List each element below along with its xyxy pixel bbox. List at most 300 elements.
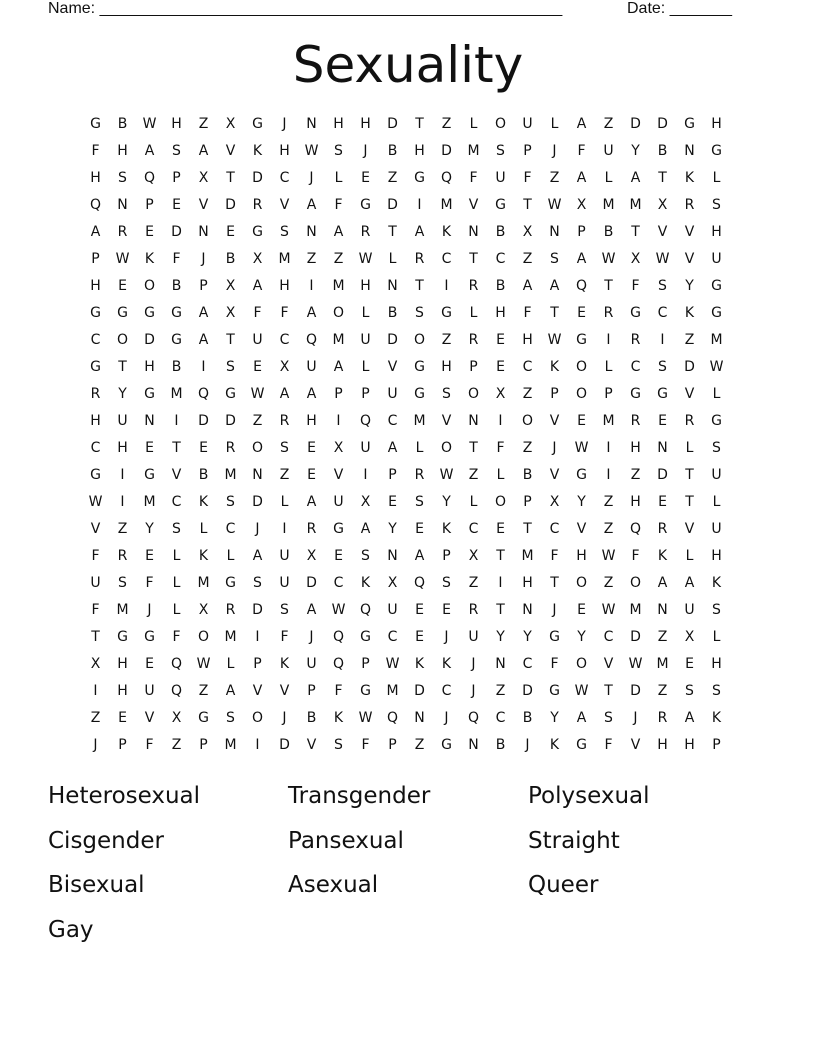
grid-letter: Y [577, 629, 586, 645]
grid-letter: O [143, 278, 156, 294]
grid-letter: P [253, 656, 262, 672]
grid-letter: S [361, 548, 370, 564]
grid-letter: X [252, 251, 263, 267]
grid-letter: V [684, 386, 695, 402]
grid-letter: U [711, 467, 722, 483]
grid-letter: U [522, 116, 533, 132]
grid-letter: E [307, 467, 316, 483]
grid-letter: V [603, 656, 614, 672]
grid-letter: C [441, 251, 452, 267]
grid-letter: D [387, 116, 398, 132]
grid-letter: X [198, 170, 209, 186]
grid-letter: Q [197, 386, 210, 402]
grid-letter: L [712, 170, 721, 186]
grid-letter: F [280, 629, 289, 645]
grid-letter: R [117, 548, 128, 564]
grid-letter: V [468, 197, 479, 213]
grid-letter: G [144, 629, 155, 645]
grid-letter: O [494, 494, 507, 510]
grid-letter: H [90, 170, 101, 186]
grid-letter: G [630, 305, 641, 321]
grid-letter: Z [198, 116, 209, 132]
grid-letter: C [225, 521, 236, 537]
grid-letter: E [577, 602, 586, 618]
grid-letter: C [603, 629, 614, 645]
grid-letter: V [171, 467, 182, 483]
grid-letter: W [574, 440, 589, 456]
grid-letter: V [630, 737, 641, 753]
grid-letter: C [90, 332, 101, 348]
grid-letter: G [441, 305, 452, 321]
grid-letter: X [576, 197, 587, 213]
grid-letter: A [252, 548, 263, 564]
grid-letter: K [441, 521, 452, 537]
grid-letter: Z [522, 440, 533, 456]
grid-letter: A [549, 278, 560, 294]
grid-letter: Z [171, 737, 182, 753]
grid-letter: U [279, 575, 290, 591]
grid-letter: C [495, 251, 506, 267]
grid-letter: D [387, 197, 398, 213]
grid-letter: C [387, 413, 398, 429]
grid-letter: Z [90, 710, 101, 726]
grid-letter: I [498, 413, 503, 429]
grid-letter: H [117, 143, 128, 159]
grid-letter: K [279, 656, 290, 672]
grid-letter: V [549, 413, 560, 429]
grid-letter: X [333, 440, 344, 456]
grid-letter: T [496, 548, 505, 564]
grid-letter: V [657, 224, 668, 240]
grid-letter: P [145, 197, 154, 213]
grid-letter: S [415, 305, 424, 321]
grid-letter: O [251, 440, 264, 456]
grid-letter: L [361, 305, 370, 321]
grid-letter: G [711, 278, 722, 294]
grid-letter: H [495, 305, 506, 321]
grid-letter: F [91, 602, 100, 618]
grid-letter: T [118, 359, 127, 375]
grid-letter: T [226, 170, 235, 186]
grid-letter: M [116, 602, 129, 618]
grid-letter: J [282, 116, 287, 132]
grid-letter: G [198, 710, 209, 726]
grid-letter: U [252, 332, 263, 348]
grid-letter: S [118, 170, 127, 186]
grid-letter: S [280, 440, 289, 456]
grid-letter: D [522, 683, 533, 699]
grid-letter: Z [549, 170, 560, 186]
grid-letter: Z [198, 683, 209, 699]
grid-letter: G [90, 359, 101, 375]
grid-letter: L [496, 467, 505, 483]
grid-letter: Q [143, 170, 156, 186]
grid-letter: W [331, 602, 346, 618]
grid-letter: I [606, 440, 611, 456]
grid-letter: R [360, 224, 371, 240]
grid-letter: G [360, 197, 371, 213]
grid-letter: Y [118, 386, 127, 402]
grid-letter: R [252, 197, 263, 213]
grid-letter: X [495, 386, 506, 402]
grid-letter: Q [467, 710, 480, 726]
grid-letter: F [550, 548, 559, 564]
grid-letter: A [144, 143, 155, 159]
grid-letter: H [306, 413, 317, 429]
grid-letter: K [657, 548, 668, 564]
grid-letter: A [198, 332, 209, 348]
grid-letter: S [712, 683, 721, 699]
grid-letter: H [711, 224, 722, 240]
grid-letter: E [577, 413, 586, 429]
grid-letter: M [629, 197, 642, 213]
grid-letter: L [199, 521, 208, 537]
grid-letter: Y [145, 521, 154, 537]
grid-letter: G [657, 386, 668, 402]
grid-letter: A [333, 224, 344, 240]
grid-letter: R [657, 521, 668, 537]
grid-letter: R [468, 602, 479, 618]
grid-letter: G [414, 170, 425, 186]
grid-letter: F [91, 548, 100, 564]
grid-letter: V [90, 521, 101, 537]
grid-letter: V [441, 413, 452, 429]
grid-letter: J [552, 602, 557, 618]
grid-letter: I [417, 197, 422, 213]
word-list [48, 776, 768, 954]
word-search-grid [82, 111, 730, 759]
grid-letter: D [630, 683, 641, 699]
grid-letter: B [306, 710, 317, 726]
grid-letter: U [711, 251, 722, 267]
grid-letter: V [225, 143, 236, 159]
grid-letter: T [469, 440, 478, 456]
grid-letter: N [117, 197, 128, 213]
grid-letter: P [388, 467, 397, 483]
grid-letter: X [630, 251, 641, 267]
grid-letter: A [684, 710, 695, 726]
grid-letter: J [282, 710, 287, 726]
grid-letter: C [468, 521, 479, 537]
grid-letter: M [224, 467, 237, 483]
grid-letter: S [172, 143, 181, 159]
grid-letter: E [145, 548, 154, 564]
grid-letter: E [442, 602, 451, 618]
grid-letter: A [198, 305, 209, 321]
grid-letter: A [306, 305, 317, 321]
grid-letter: P [199, 737, 208, 753]
grid-letter: K [684, 305, 695, 321]
grid-letter: X [360, 494, 371, 510]
grid-letter: O [575, 359, 588, 375]
grid-letter: K [252, 143, 263, 159]
word-list-item: Asexual [288, 872, 379, 898]
grid-letter: H [522, 575, 533, 591]
grid-letter: H [576, 548, 587, 564]
grid-letter: U [468, 629, 479, 645]
grid-letter: V [252, 683, 263, 699]
grid-letter: L [172, 548, 181, 564]
grid-letter: L [712, 494, 721, 510]
grid-letter: L [604, 359, 613, 375]
grid-letter: A [333, 359, 344, 375]
grid-letter: R [657, 710, 668, 726]
grid-letter: G [711, 305, 722, 321]
grid-letter: U [360, 332, 371, 348]
grid-letter: Z [468, 575, 479, 591]
grid-letter: T [631, 224, 640, 240]
grid-letter: J [93, 737, 98, 753]
grid-letter: G [171, 305, 182, 321]
grid-letter: A [576, 710, 587, 726]
grid-letter: C [657, 305, 668, 321]
grid-letter: L [685, 548, 694, 564]
grid-letter: T [91, 629, 100, 645]
grid-letter: A [522, 278, 533, 294]
grid-letter: H [117, 656, 128, 672]
grid-letter: E [388, 494, 397, 510]
grid-letter: S [550, 251, 559, 267]
grid-letter: L [550, 116, 559, 132]
grid-letter: B [117, 116, 128, 132]
grid-letter: D [441, 143, 452, 159]
grid-letter: M [521, 548, 534, 564]
grid-letter: O [494, 116, 507, 132]
name-line: Name: ____________________________________________________ [48, 0, 563, 17]
grid-letter: L [604, 170, 613, 186]
grid-letter: Y [388, 521, 397, 537]
grid-letter: W [385, 656, 400, 672]
grid-letter: P [172, 170, 181, 186]
grid-letter: H [360, 116, 371, 132]
grid-letter: A [684, 575, 695, 591]
grid-letter: G [117, 305, 128, 321]
grid-letter: X [387, 575, 398, 591]
grid-letter: P [550, 386, 559, 402]
grid-letter: Q [359, 602, 372, 618]
grid-letter: E [685, 656, 694, 672]
grid-letter: R [117, 224, 128, 240]
grid-letter: G [90, 305, 101, 321]
grid-letter: R [468, 278, 479, 294]
grid-letter: O [197, 629, 210, 645]
grid-letter: U [711, 521, 722, 537]
grid-letter: L [226, 656, 235, 672]
grid-letter: N [684, 143, 695, 159]
grid-letter: Y [577, 494, 586, 510]
grid-letter: I [282, 521, 287, 537]
grid-letter: H [630, 440, 641, 456]
grid-letter: R [603, 305, 614, 321]
grid-letter: E [415, 629, 424, 645]
word-list-item: Queer [528, 872, 599, 898]
grid-letter: D [198, 413, 209, 429]
grid-letter: Q [170, 656, 183, 672]
grid-letter: E [199, 440, 208, 456]
grid-letter: X [198, 602, 209, 618]
grid-letter: M [602, 413, 615, 429]
grid-letter: Z [603, 521, 614, 537]
grid-letter: N [495, 656, 506, 672]
grid-letter: G [171, 332, 182, 348]
grid-letter: D [306, 575, 317, 591]
grid-letter: T [469, 251, 478, 267]
grid-letter: Z [306, 251, 317, 267]
grid-letter: W [439, 467, 454, 483]
grid-letter: E [496, 332, 505, 348]
grid-letter: A [306, 494, 317, 510]
grid-letter: P [307, 683, 316, 699]
grid-letter: N [144, 413, 155, 429]
grid-letter: K [360, 575, 371, 591]
grid-letter: O [332, 305, 345, 321]
grid-letter: S [172, 521, 181, 537]
grid-letter: G [549, 629, 560, 645]
grid-letter: Z [657, 629, 668, 645]
grid-letter: F [631, 278, 640, 294]
grid-letter: T [604, 278, 613, 294]
grid-letter: Y [631, 143, 640, 159]
grid-letter: F [523, 305, 532, 321]
grid-letter: W [358, 710, 373, 726]
grid-letter: F [145, 737, 154, 753]
grid-letter: K [144, 251, 155, 267]
word-list-item: Polysexual [528, 783, 650, 809]
grid-letter: M [629, 602, 642, 618]
grid-letter: U [360, 440, 371, 456]
grid-letter: T [415, 278, 424, 294]
grid-letter: J [552, 440, 557, 456]
grid-letter: B [198, 467, 209, 483]
grid-letter: J [444, 710, 449, 726]
grid-letter: Y [550, 710, 559, 726]
grid-letter: K [414, 656, 425, 672]
grid-letter: Y [685, 278, 694, 294]
grid-letter: V [144, 710, 155, 726]
grid-letter: G [360, 683, 371, 699]
grid-letter: N [468, 737, 479, 753]
grid-letter: R [306, 521, 317, 537]
grid-letter: G [630, 386, 641, 402]
grid-letter: S [226, 359, 235, 375]
grid-letter: S [658, 278, 667, 294]
grid-letter: I [174, 413, 179, 429]
grid-letter: J [309, 170, 314, 186]
grid-letter: P [118, 737, 127, 753]
grid-letter: I [606, 332, 611, 348]
grid-letter: P [361, 386, 370, 402]
grid-letter: K [711, 575, 722, 591]
grid-letter: K [441, 656, 452, 672]
grid-letter: Z [333, 251, 344, 267]
grid-letter: A [657, 575, 668, 591]
grid-letter: R [684, 413, 695, 429]
grid-letter: F [523, 170, 532, 186]
grid-letter: U [306, 656, 317, 672]
grid-letter: B [495, 224, 506, 240]
grid-letter: C [90, 440, 101, 456]
grid-letter: V [684, 521, 695, 537]
grid-letter: G [144, 467, 155, 483]
grid-letter: M [143, 494, 156, 510]
grid-letter: U [684, 602, 695, 618]
grid-letter: H [711, 116, 722, 132]
grid-letter: S [226, 710, 235, 726]
word-list-item: Bisexual [48, 872, 145, 898]
grid-letter: F [550, 656, 559, 672]
grid-letter: Q [305, 332, 318, 348]
grid-letter: H [711, 548, 722, 564]
grid-letter: F [604, 737, 613, 753]
word-list-item: Pansexual [288, 827, 404, 854]
grid-letter: D [684, 359, 695, 375]
grid-letter: J [363, 143, 368, 159]
grid-letter: R [225, 602, 236, 618]
grid-letter: I [309, 278, 314, 294]
grid-letter: X [657, 197, 668, 213]
grid-letter: V [279, 683, 290, 699]
grid-letter: B [495, 737, 506, 753]
grid-letter: N [387, 548, 398, 564]
grid-letter: Z [117, 521, 128, 537]
grid-letter: K [684, 170, 695, 186]
grid-letter: W [88, 494, 103, 510]
grid-letter: D [657, 467, 668, 483]
grid-letter: W [304, 143, 319, 159]
grid-letter: M [440, 197, 453, 213]
grid-letter: N [657, 602, 668, 618]
grid-letter: P [361, 656, 370, 672]
grid-letter: T [658, 170, 667, 186]
grid-letter: M [602, 197, 615, 213]
grid-letter: Q [386, 710, 399, 726]
grid-letter: A [414, 224, 425, 240]
grid-letter: F [496, 440, 505, 456]
grid-letter: W [601, 602, 616, 618]
grid-letter: W [628, 656, 643, 672]
grid-letter: C [171, 494, 182, 510]
grid-letter: E [145, 656, 154, 672]
grid-letter: D [414, 683, 425, 699]
grid-letter: N [414, 710, 425, 726]
grid-letter: D [252, 602, 263, 618]
grid-letter: Q [413, 575, 426, 591]
grid-letter: H [684, 737, 695, 753]
grid-letter: Z [468, 467, 479, 483]
grid-letter: N [657, 440, 668, 456]
grid-letter: B [522, 710, 533, 726]
grid-letter: X [306, 548, 317, 564]
grid-letter: O [575, 575, 588, 591]
grid-letter: D [252, 494, 263, 510]
grid-letter: A [630, 170, 641, 186]
grid-letter: E [577, 305, 586, 321]
grid-letter: P [523, 494, 532, 510]
word-list-item: Gay [48, 916, 94, 943]
grid-letter: C [279, 332, 290, 348]
grid-letter: A [279, 386, 290, 402]
grid-letter: D [225, 197, 236, 213]
grid-letter: F [361, 737, 370, 753]
grid-letter: Q [440, 170, 453, 186]
grid-letter: B [171, 278, 182, 294]
name-date-header [48, 0, 740, 20]
grid-letter: B [171, 359, 182, 375]
grid-letter: W [196, 656, 211, 672]
grid-letter: J [255, 521, 260, 537]
grid-letter: P [523, 143, 532, 159]
grid-letter: Z [603, 575, 614, 591]
